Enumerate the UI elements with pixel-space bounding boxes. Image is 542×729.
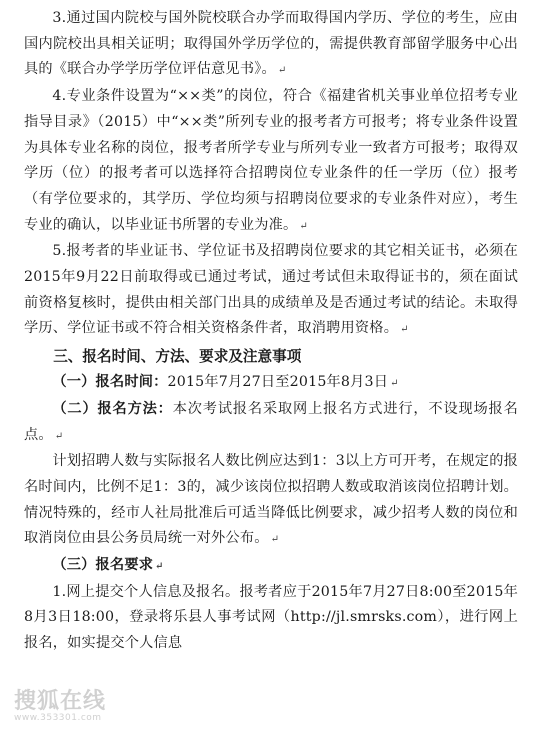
section-heading	[24, 343, 518, 370]
paragraph-mark-icon: ↵	[155, 561, 164, 573]
paragraph-text: 计划招聘人数与实际报名人数比例应达到1：3以上方可开考，在规定的报名时间内，比例不足1：3的，减少该岗位拟招聘人数或取消该岗位招聘计划。情况特殊的，经市人社局批准后可适当降低比例要求，减少招考人数的岗位和取消岗位由县公务员局统一对外公布。	[24, 453, 518, 547]
paragraph-mark-icon: ↵	[299, 220, 308, 232]
online-registration-paragraph	[24, 580, 518, 657]
registration-time	[24, 370, 518, 397]
paragraph-text: 1.网上提交个人信息及报名。报考者应于2015年7月27日8:00至2015年8月3日18:00，登录将乐县人事考试网（http://jl.smrsks.com），进行网上报名，如实提交个人信息	[24, 583, 518, 652]
registration-method	[24, 397, 518, 449]
paragraph-item-4	[24, 84, 518, 239]
registration-time-value: 2015年7月27日至2015年8月3日	[167, 374, 389, 391]
paragraph-mark-icon: ↵	[400, 324, 409, 336]
registration-method-label: （二）报名方法：	[52, 400, 173, 417]
paragraph-item-5	[24, 239, 518, 343]
paragraph-mark-icon: ↵	[270, 534, 280, 546]
paragraph-mark-icon: ↵	[54, 430, 64, 442]
paragraph-item-3	[24, 6, 518, 84]
paragraph-text: 4.专业条件设置为“××类”的岗位，符合《福建省机关事业单位招考专业指导目录》（2015）中“××类”所列专业的报考者方可报考；将专业条件设置为具体专业名称的岗位，报考者所学专业与所列专业一致者方可报考；取得双学历（位）的报考者可以选择符合招聘岗位专业条件的任一学历（位）报考（有学位要求的，其学历、学位均须与招聘岗位要求的专业条件对应），考生专业的确认，以毕业证书所署的专业为准。	[24, 88, 518, 233]
paragraph-text: 3.通过国内院校与国外院校联合办学而取得国内学历、学位的考生，应由国内院校出具相关证明；取得国外学历学位的，需提供教育部留学服务中心出具的《联合办学学历学位评估意见书》。	[24, 10, 518, 78]
registration-requirements-heading	[24, 553, 518, 580]
registration-method-value: 本次考试报名采取网上报名方式进行，不设现场报名点。	[24, 400, 518, 443]
section-heading-text: 三、报名时间、方法、要求及注意事项	[53, 348, 302, 366]
ratio-paragraph	[24, 449, 518, 553]
watermark-url: www.353301.com	[14, 713, 102, 723]
paragraph-text: 5.报考者的毕业证书、学位证书及招聘岗位要求的其它相关证书，必须在2015年9月22日前取得或已通过考试，通过考试但未取得证书的，须在面试前资格复核时，提供由相关部门出具的成绩单及是否通过考试的结论。未取得学历、学位证书或不符合相关资格条件者，取消聘用资格。	[24, 243, 518, 337]
registration-requirements-label: （三）报名要求	[52, 557, 154, 574]
registration-time-label: （一）报名时间：	[52, 374, 168, 391]
paragraph-mark-icon: ↵	[390, 378, 399, 390]
paragraph-mark-icon: ↵	[277, 65, 287, 77]
watermark-logo-text: 搜狐在线	[14, 689, 107, 714]
